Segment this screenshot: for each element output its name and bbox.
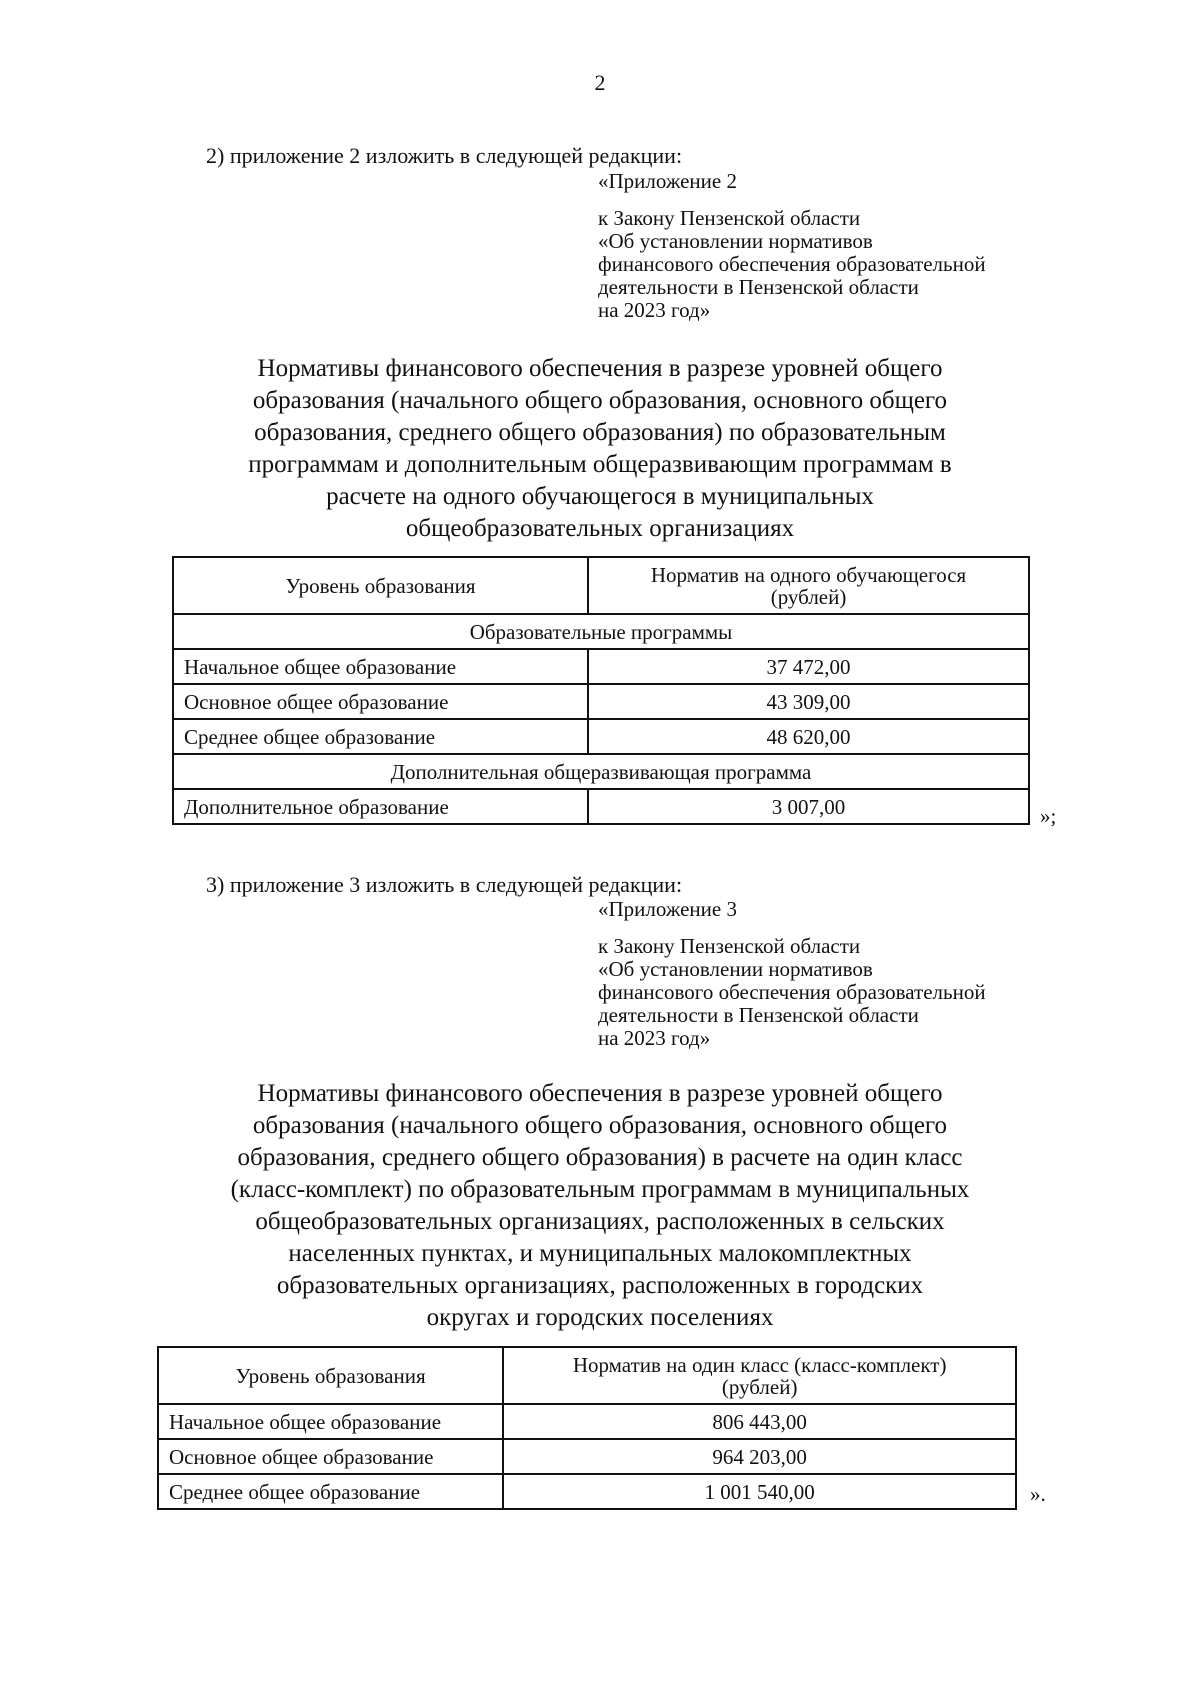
appendix-line: финансового обеспечения образовательной (598, 252, 986, 276)
header-line: Норматив на один класс (класс-комплект) (572, 1353, 947, 1377)
row-value: 48 620,00 (588, 719, 1029, 754)
table-row (173, 789, 1029, 824)
amendment-item-2: 2) приложение 2 изложить в следующей редакции: (206, 143, 683, 168)
appendix-2-reference (598, 170, 986, 322)
heading-line: образовательных организациях, расположенных в городских (276, 1272, 924, 1299)
row-value: 964 203,00 (503, 1439, 1016, 1474)
heading-line: населенных пунктах, и муниципальных малокомплектных (288, 1240, 912, 1267)
row-value: 806 443,00 (503, 1404, 1016, 1439)
header-unit: (рублей) (721, 1375, 798, 1399)
heading-line: Нормативы финансового обеспечения в разрезе уровней общего (257, 355, 943, 382)
appendix-3-reference (598, 898, 986, 1050)
heading-line: программам и дополнительным общеразвивающим программам в (248, 451, 952, 478)
table-header-row (158, 1347, 1016, 1404)
header-unit: (рублей) (770, 585, 847, 609)
row-value: 1 001 540,00 (503, 1474, 1016, 1509)
group-label: Образовательные программы (173, 614, 1029, 649)
norms-table-per-student (172, 556, 1030, 825)
table-row (173, 719, 1029, 754)
appendix-title: «Приложение 3 (598, 897, 737, 921)
appendix-line: «Об установлении нормативов (598, 957, 873, 981)
amendment-item-3: 3) приложение 3 изложить в следующей редакции: (206, 872, 683, 897)
heading-line: общеобразовательных организациях, расположенных в сельских (255, 1208, 945, 1235)
table-group-row (173, 754, 1029, 789)
heading-line: образования, среднего общего образования) в расчете на один класс (237, 1144, 963, 1171)
row-value: 43 309,00 (588, 684, 1029, 719)
table-row (158, 1404, 1016, 1439)
row-level: Начальное общее образование (173, 649, 588, 684)
appendix-line: «Об установлении нормативов (598, 229, 873, 253)
heading-line: образования, среднего общего образования) по образовательным (254, 419, 946, 446)
row-level: Основное общее образование (173, 684, 588, 719)
column-header-norm (503, 1347, 1016, 1404)
appendix-line: деятельности в Пензенской области (598, 1003, 919, 1027)
closing-quote-3: ». (1030, 1482, 1046, 1506)
table-row (173, 649, 1029, 684)
header-line: Норматив на одного обучающегося (650, 563, 967, 587)
table-row (158, 1474, 1016, 1509)
appendix-line: деятельности в Пензенской области (598, 275, 919, 299)
appendix-title: «Приложение 2 (598, 169, 737, 193)
heading-line: образования (начального общего образования, основного общего (252, 387, 948, 414)
heading-line: округах и городских поселениях (426, 1304, 774, 1331)
row-level: Начальное общее образование (158, 1404, 503, 1439)
table-row (158, 1439, 1016, 1474)
table-header-row (173, 557, 1029, 614)
norms-heading-3 (120, 1078, 1080, 1334)
row-level: Среднее общее образование (173, 719, 588, 754)
closing-quote-2: »; (1040, 804, 1057, 828)
row-level: Основное общее образование (158, 1439, 503, 1474)
appendix-line: к Закону Пензенской области (598, 206, 861, 230)
group-label: Дополнительная общеразвивающая программа (173, 754, 1029, 789)
appendix-line: финансового обеспечения образовательной (598, 980, 986, 1004)
heading-line: общеобразовательных организациях (405, 515, 795, 542)
table-group-row (173, 614, 1029, 649)
row-level: Дополнительное образование (173, 789, 588, 824)
heading-line: (класс-комплект) по образовательным программам в муниципальных (230, 1176, 970, 1203)
column-header-level: Уровень образования (173, 557, 588, 614)
row-value: 3 007,00 (588, 789, 1029, 824)
column-header-level: Уровень образования (158, 1347, 503, 1404)
row-level: Среднее общее образование (158, 1474, 503, 1509)
appendix-line: к Закону Пензенской области (598, 934, 861, 958)
heading-line: Нормативы финансового обеспечения в разрезе уровней общего (257, 1080, 943, 1107)
table-row (173, 684, 1029, 719)
appendix-line: на 2023 год» (598, 298, 711, 322)
row-value: 37 472,00 (588, 649, 1029, 684)
column-header-norm (588, 557, 1029, 614)
appendix-line: на 2023 год» (598, 1026, 711, 1050)
page-number: 2 (594, 70, 606, 95)
norms-heading-2 (150, 353, 1050, 545)
heading-line: образования (начального общего образования, основного общего (252, 1112, 948, 1139)
heading-line: расчете на одного обучающегося в муниципальных (326, 483, 874, 510)
norms-table-per-class (157, 1346, 1017, 1510)
